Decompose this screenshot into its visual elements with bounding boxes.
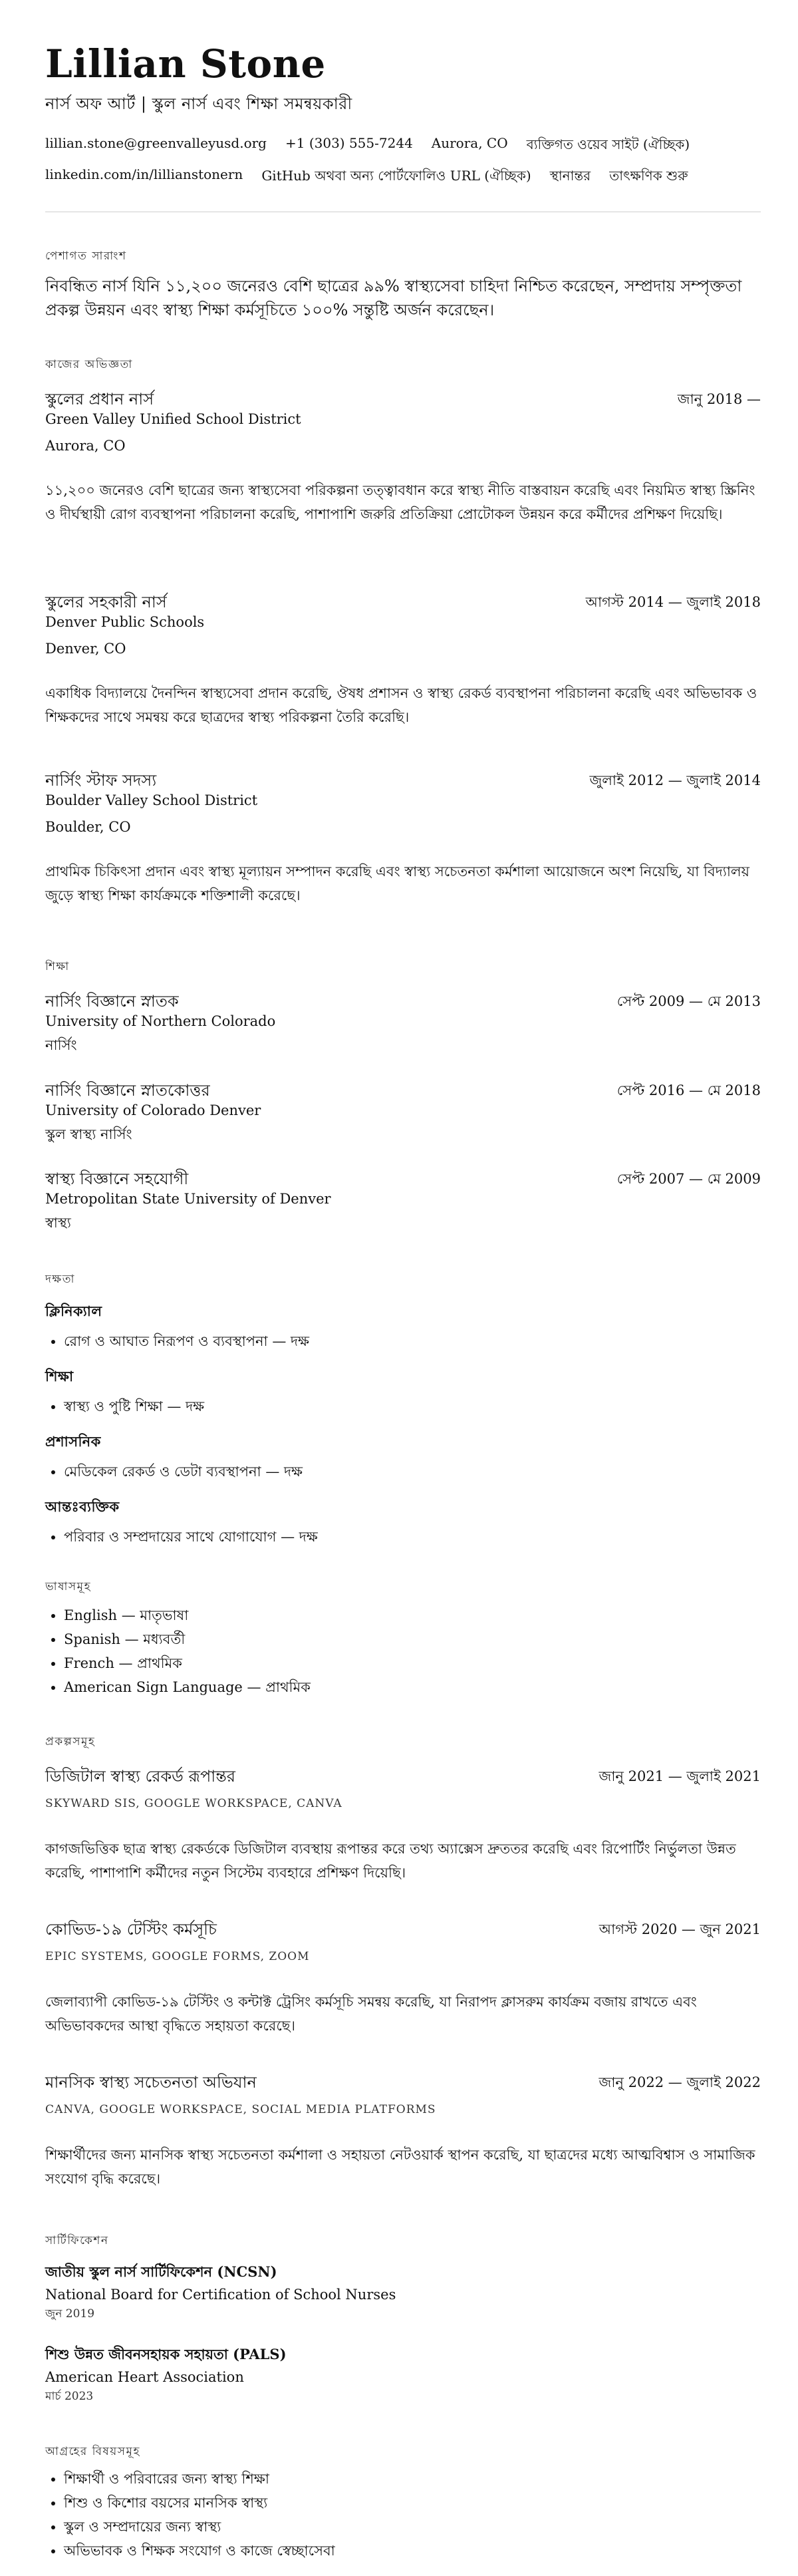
project-tools: EPIC SYSTEMS, GOOGLE FORMS, ZOOM	[45, 1950, 310, 1963]
email-link[interactable]: lillian.stone@greenvalleyusd.org	[45, 135, 267, 151]
projects-heading: প্রকল্পসমূহ	[45, 1735, 96, 1748]
degree-title: নার্সিং বিজ্ঞানে স্নাতক	[45, 992, 179, 1011]
degree-title: নার্সিং বিজ্ঞানে স্নাতকোত্তর	[45, 1081, 210, 1100]
project-dates: আগস্ট 2020 — জুন 2021	[598, 1921, 761, 1937]
education-dates: সেপ্ট 2007 — মে 2009	[616, 1171, 761, 1187]
languages-heading: ভাষাসমূহ	[45, 1580, 92, 1593]
experience-item	[45, 389, 761, 526]
skill-group-title: আন্তঃব্যক্তিক	[45, 1498, 120, 1515]
field-of-study: স্কুল স্বাস্থ্য নার্সিং	[45, 1126, 132, 1142]
certification-item	[45, 2344, 761, 2404]
interest-item: • স্কুল ও সম্প্রদায়ের জন্য স্বাস্থ্য	[64, 2515, 761, 2539]
job-location: Aurora, CO	[45, 438, 126, 454]
certification-issuer: American Heart Association	[45, 2369, 244, 2385]
project-item	[45, 1766, 761, 1885]
certification-name: জাতীয় স্কুল নার্স সার্টিফিকেশন (NCSN)	[45, 2263, 277, 2280]
job-organization: Boulder Valley School District	[45, 792, 258, 808]
project-item	[45, 2072, 761, 2191]
project-tools: SKYWARD SIS, GOOGLE WORKSPACE, CANVA	[45, 1797, 342, 1810]
school-name: University of Colorado Denver	[45, 1102, 261, 1118]
job-dates: জানু 2018 —	[677, 391, 761, 407]
certifications-heading: সার্টিফিকেশন	[45, 2234, 109, 2247]
job-dates: আগস্ট 2014 — জুলাই 2018	[585, 594, 761, 610]
project-item	[45, 1919, 761, 2038]
candidate-name: Lillian Stone	[45, 41, 326, 86]
job-organization: Denver Public Schools	[45, 614, 205, 630]
project-tools: CANVA, GOOGLE WORKSPACE, SOCIAL MEDIA PLATFORMS	[45, 2103, 436, 2116]
website-text: ব্যক্তিগত ওয়েব সাইট (ঐচ্ছিক)	[526, 136, 690, 152]
project-name: কোভিড-১৯ টেস্টিং কর্মসূচি	[45, 1920, 217, 1939]
contact-row-primary	[45, 135, 690, 157]
school-name: Metropolitan State University of Denver	[45, 1191, 331, 1207]
language-item: • French — প্রাথমিক	[64, 1651, 761, 1675]
experience-item	[45, 770, 761, 907]
project-name: মানসিক স্বাস্থ্য সচেতনতা অভিযান	[45, 2073, 257, 2092]
certification-date: জুন 2019	[45, 2307, 95, 2321]
skill-group	[45, 1366, 761, 1418]
education-item	[45, 1080, 761, 1144]
availability-text: তাৎক্ষণিক শুরু	[609, 168, 688, 184]
portfolio-link[interactable]: GitHub অথবা অন্য পোর্টফোলিও URL (ঐচ্ছিক)	[261, 168, 531, 184]
summary-heading: পেশাগত সারাংশ	[45, 249, 127, 263]
certification-issuer: National Board for Certification of School Nurses	[45, 2287, 396, 2303]
skill-group-title: শিক্ষা	[45, 1368, 74, 1384]
interests-list	[45, 2467, 761, 2563]
relocation-text: স্থানান্তর	[549, 168, 591, 184]
school-name: University of Northern Colorado	[45, 1013, 276, 1029]
job-description: প্রাথমিক চিকিৎসা প্রদান এবং স্বাস্থ্য মূল্যায়ন সম্পাদন করেছি এবং স্বাস্থ্য সচেতনতা কর্মশালা আয়োজনে অংশ নিয়েছি, যা বিদ্যালয় জুড়ে স্বাস্থ্য শিক্ষা কার্যক্রমকে শক্তিশালী করেছে।	[45, 864, 749, 903]
job-title: নার্সিং স্টাফ সদস্য	[45, 771, 157, 790]
job-location: Boulder, CO	[45, 819, 131, 835]
certification-name: শিশু উন্নত জীবনসহায়ক সহায়তা (PALS)	[45, 2346, 287, 2362]
education-dates: সেপ্ট 2016 — মে 2018	[616, 1082, 761, 1098]
education-dates: সেপ্ট 2009 — মে 2013	[616, 993, 761, 1009]
project-dates: জানু 2022 — জুলাই 2022	[598, 2074, 761, 2090]
skills-heading: দক্ষতা	[45, 1273, 75, 1286]
language-item: • Spanish — মধ্যবর্তী	[64, 1627, 761, 1651]
skill-group-title: ক্লিনিক্যাল	[45, 1303, 102, 1319]
education-item	[45, 1169, 761, 1233]
job-description: একাধিক বিদ্যালয়ে দৈনন্দিন স্বাস্থ্যসেবা প্রদান করেছি, ঔষধ প্রশাসন ও স্বাস্থ্য রেকর্ড ব্যবস্থাপনা পরিচালনা করেছি এবং অভিভাবক ও শিক্ষকদের সাথে সমন্বয় করে ছাত্রদের স্বাস্থ্য পরিকল্পনা তৈরি করেছি।	[45, 685, 757, 725]
job-dates: জুলাই 2012 — জুলাই 2014	[589, 772, 761, 788]
skill-item: • মেডিকেল রেকর্ড ও ডেটা ব্যবস্থাপনা — দক্ষ	[64, 1460, 761, 1484]
degree-title: স্বাস্থ্য বিজ্ঞানে সহযোগী	[45, 1170, 189, 1188]
skill-group	[45, 1431, 761, 1484]
interest-item: • শিশু ও কিশোর বয়সের মানসিক স্বাস্থ্য	[64, 2491, 761, 2515]
certification-date: মার্চ 2023	[45, 2390, 94, 2403]
project-description: শিক্ষার্থীদের জন্য মানসিক স্বাস্থ্য সচেতনতা কর্মশালা ও সহায়তা নেটওয়ার্ক স্থাপন করেছি, যা ছাত্রদের মধ্যে আত্মবিশ্বাস ও সামাজিক সংযোগ বৃদ্ধি করেছে।	[45, 2147, 755, 2187]
job-title: স্কুলের প্রধান নার্স	[45, 390, 154, 408]
language-item: • American Sign Language — প্রাথমিক	[64, 1675, 761, 1699]
contact-row-secondary	[45, 166, 688, 188]
interest-item: • অভিভাবক ও শিক্ষক সংযোগ ও কাজে স্বেচ্ছাসেবা	[64, 2539, 761, 2563]
experience-item	[45, 592, 761, 729]
project-description: জেলাব্যাপী কোভিড-১৯ টেস্টিং ও কন্টাক্ট ট্রেসিং কর্মসূচি সমন্বয় করেছি, যা নিরাপদ ক্লাসরুম কার্যক্রম বজায় রাখতে এবং অভিভাবকদের আস্থা বৃদ্ধিতে সহায়তা করেছে।	[45, 1994, 697, 2034]
interest-item: • শিক্ষার্থী ও পরিবারের জন্য স্বাস্থ্য শিক্ষা	[64, 2467, 761, 2491]
certification-item	[45, 2262, 761, 2322]
job-description: ১১,২০০ জনেরও বেশি ছাত্রের জন্য স্বাস্থ্যসেবা পরিকল্পনা তত্ত্বাবধান করে স্বাস্থ্য নীতি বাস্তবায়ন করেছি এবং নিয়মিত স্বাস্থ্য স্ক্রিনিং ও দীর্ঘস্থায়ী রোগ ব্যবস্থাপনা পরিচালনা করেছি, পাশাপাশি জরুরি প্রতিক্রিয়া প্রোটোকল উন্নয়ন করে কর্মীদের প্রশিক্ষণ দিয়েছি।	[45, 482, 755, 522]
language-item: • English — মাতৃভাষা	[64, 1603, 761, 1627]
linkedin-link[interactable]: linkedin.com/in/lillianstonern	[45, 166, 243, 182]
candidate-title: নার্স অফ আর্ট | স্কুল নার্স এবং শিক্ষা সমন্বয়কারী	[45, 94, 352, 113]
skill-item: • স্বাস্থ্য ও পুষ্টি শিক্ষা — দক্ষ	[64, 1394, 761, 1418]
education-item	[45, 991, 761, 1055]
skill-item: • রোগ ও আঘাত নিরূপণ ও ব্যবস্থাপনা — দক্ষ	[64, 1329, 761, 1353]
job-organization: Green Valley Unified School District	[45, 411, 301, 427]
skill-group	[45, 1301, 761, 1353]
field-of-study: স্বাস্থ্য	[45, 1215, 71, 1231]
skill-group-title: প্রশাসনিক	[45, 1433, 101, 1450]
project-dates: জানু 2021 — জুলাই 2021	[598, 1768, 761, 1784]
field-of-study: নার্সিং	[45, 1037, 77, 1053]
skill-item: • পরিবার ও সম্প্রদায়ের সাথে যোগাযোগ — দক্ষ	[64, 1525, 761, 1549]
interests-heading: আগ্রহের বিষয়সমূহ	[45, 2445, 140, 2458]
project-name: ডিজিটাল স্বাস্থ্য রেকর্ড রূপান্তর	[45, 1767, 235, 1786]
phone-number[interactable]: +1 (303) 555-7244	[285, 135, 413, 151]
languages-list	[45, 1603, 761, 1699]
location-text: Aurora, CO	[431, 135, 508, 151]
education-heading: শিক্ষা	[45, 960, 70, 973]
project-description: কাগজভিত্তিক ছাত্র স্বাস্থ্য রেকর্ডকে ডিজিটাল ব্যবস্থায় রূপান্তর করে তথ্য অ্যাক্সেস দ্রুততর করেছি এবং রিপোর্টিং নির্ভুলতা উন্নত করেছি, পাশাপাশি কর্মীদের নতুন সিস্টেম ব্যবহারে প্রশিক্ষণ দিয়েছি।	[45, 1841, 736, 1881]
experience-heading: কাজের অভিজ্ঞতা	[45, 358, 133, 371]
skill-group	[45, 1496, 761, 1549]
summary-text: নিবন্ধিত নার্স যিনি ১১,২০০ জনেরও বেশি ছাত্রের ৯৯% স্বাস্থ্যসেবা চাহিদা নিশ্চিত করেছেন, সম্প্রদায় সম্পৃক্ততা প্রকল্প উন্নয়ন এবং স্বাস্থ্য শিক্ষা কর্মসূচিতে ১০০% সন্তুষ্টি অর্জন করেছেন।	[45, 277, 742, 319]
job-title: স্কুলের সহকারী নার্স	[45, 593, 167, 611]
job-location: Denver, CO	[45, 641, 126, 657]
